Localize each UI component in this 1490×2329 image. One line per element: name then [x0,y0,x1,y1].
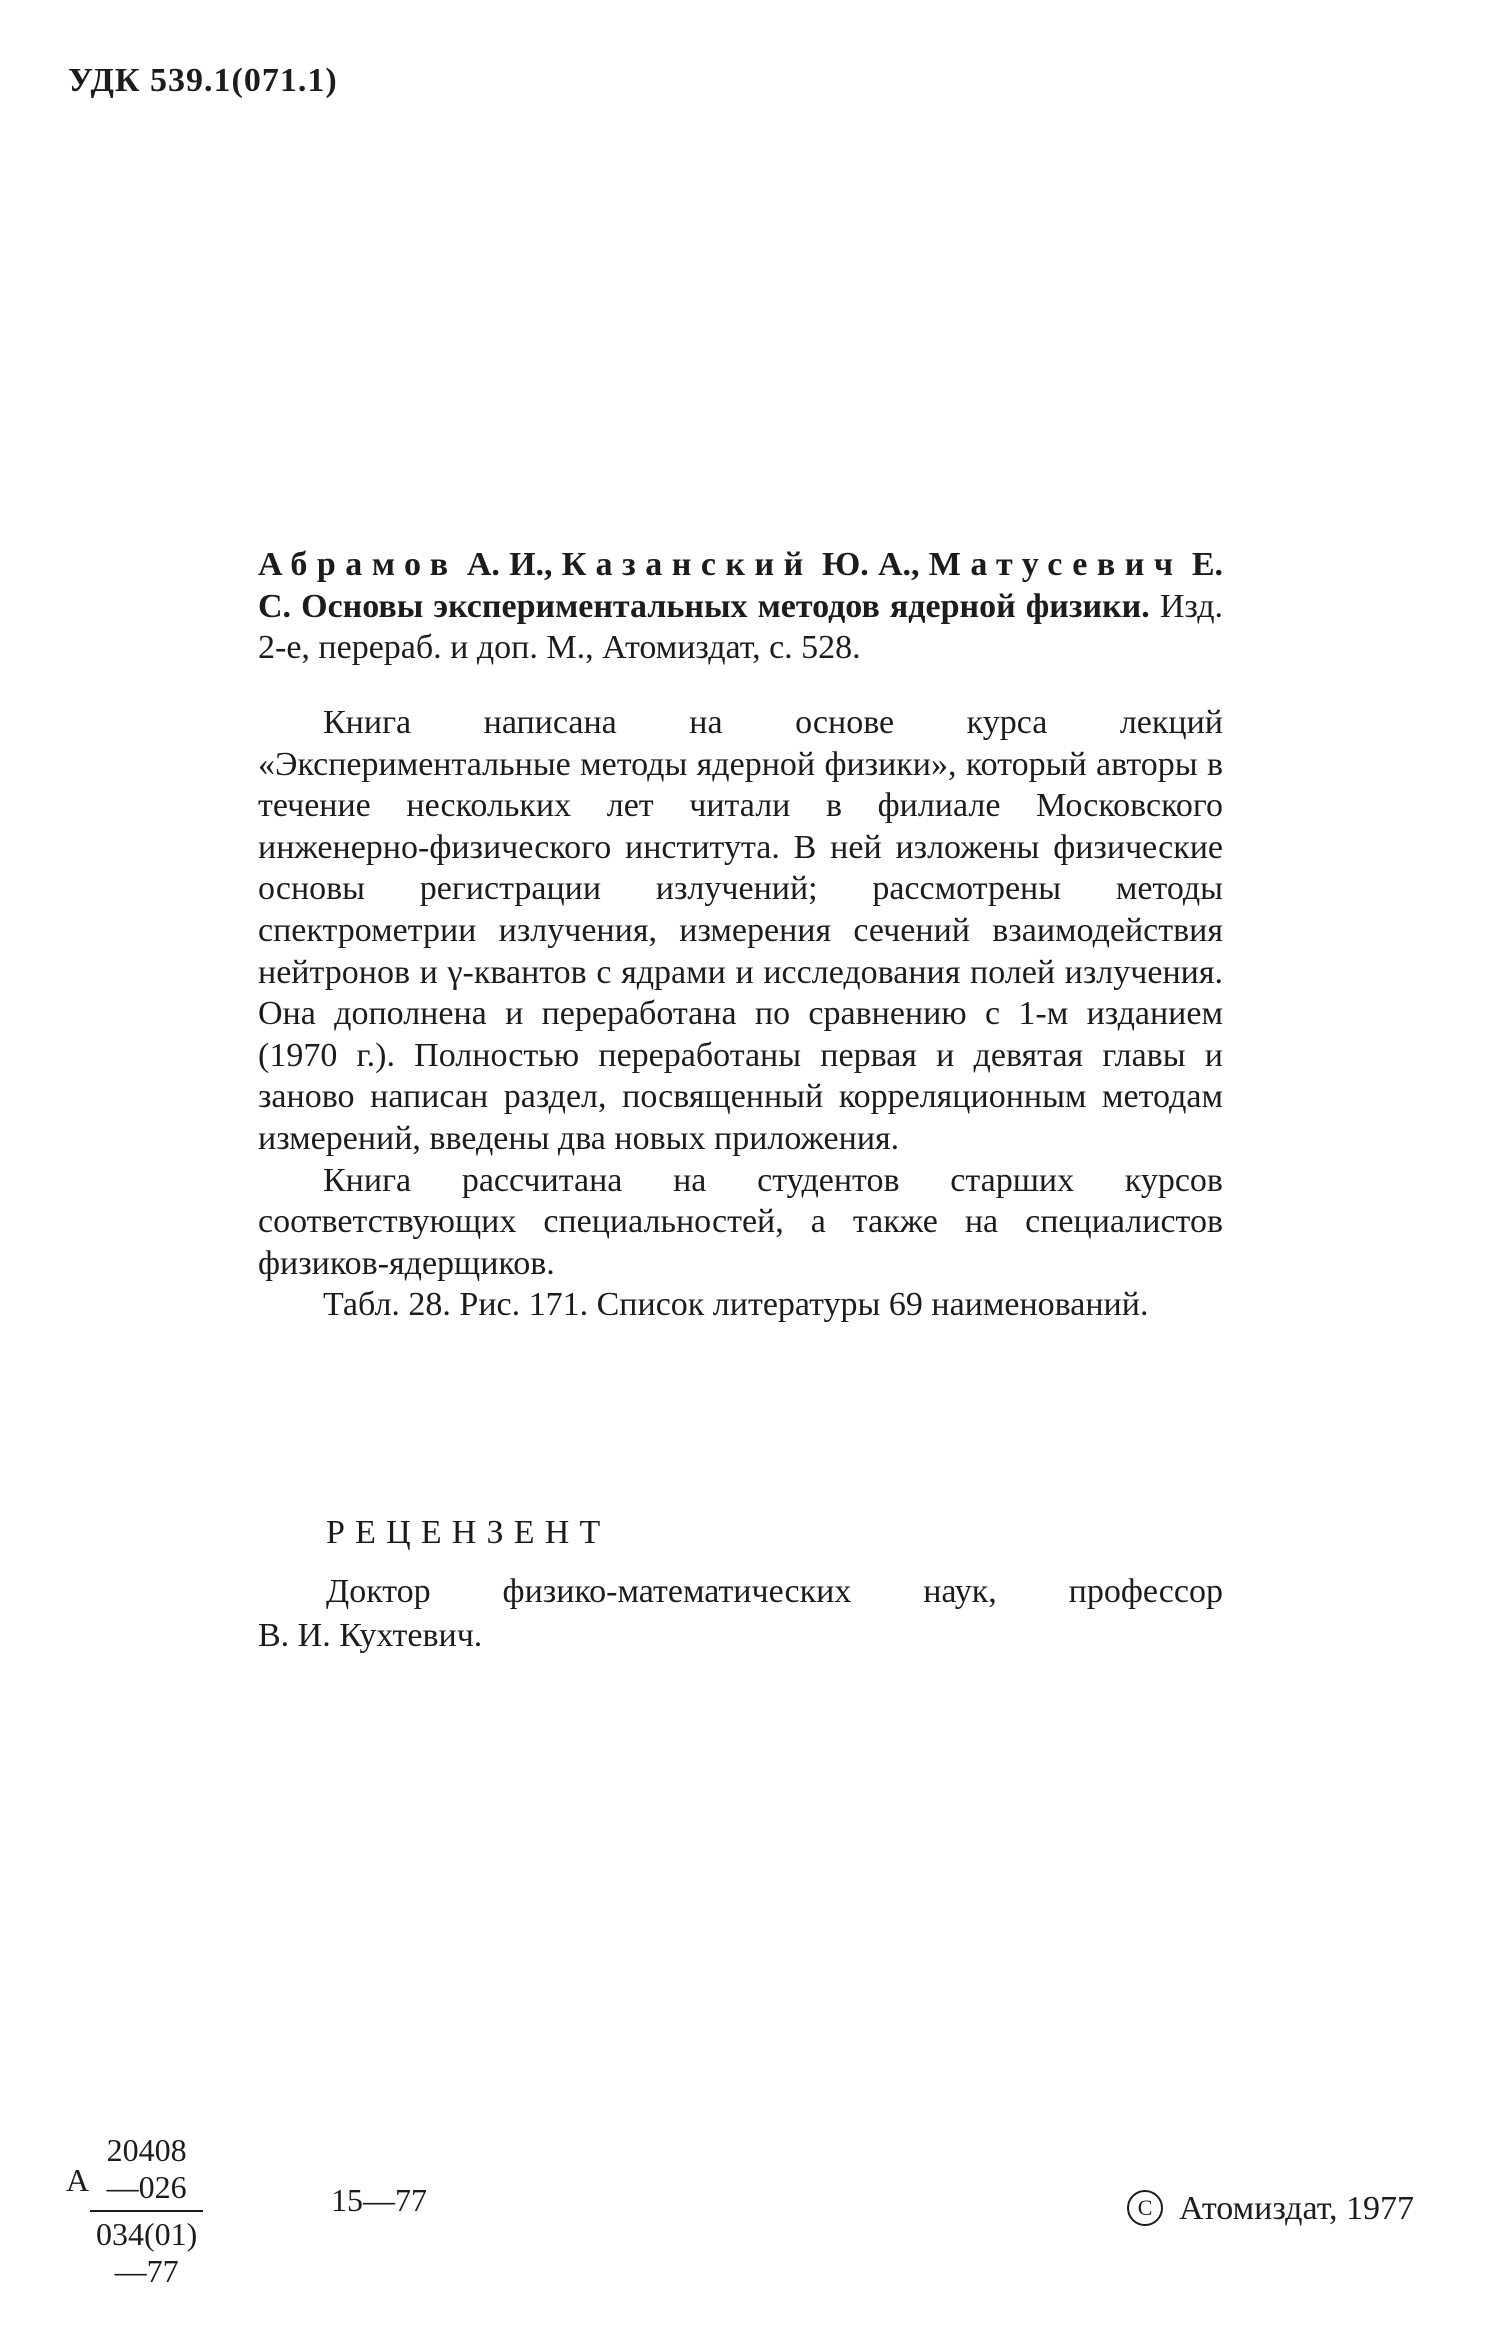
abstract-paragraph: Книга написана на основе курса лекций «Экспериментальные методы ядерной физики», который авторы в течение нескольких лет читали в филиале Московского инженерно-физического института. В ней изложены физические основы регистрации излучений; рассмотрены методы спектрометрии излучения, измерения сечений взаимодействия нейтронов и γ-квантов с ядрами и исследования полей излучения. Она дополнена и переработана по сравнению с 1-м изданием (1970 г.). Полностью переработаны первая и девятая главы и заново написан раздел, посвященный корреляционным методам измерений, введены два новых приложения. [258,704,1223,1157]
author-initials: Ю. А., [821,546,920,583]
reviewer-heading: РЕЦЕНЗЕНТ [326,1514,611,1551]
page-count: с. 528. [769,629,861,667]
copyright-notice [1127,2190,1414,2228]
abstract [258,702,1223,1326]
author-surname: Абрамов [258,546,458,583]
code-letter: А [66,2162,90,2198]
author-initials: Е. С. [258,546,1223,625]
abstract-paragraph: Книга рассчитана на студентов старших курсов соответствующих специальностей, а также на специалистов физиков-ядерщиков. [258,1161,1223,1282]
bibliographic-record [258,544,1223,669]
abstract-paragraph: Табл. 28. Рис. 171. Список литературы 69 наименований. [323,1286,1149,1324]
bibliographic-entry [258,544,1223,669]
code-fraction [90,2132,203,2290]
reviewer-title: Доктор физико-математических наук, профессор [326,1573,1223,1610]
code-denominator: 034(01)—77 [90,2210,203,2290]
author-surname: Матусевич [928,546,1183,583]
code-suffix: 15—77 [331,2182,427,2218]
copyright-icon: C [1127,2190,1163,2226]
code-numerator: 20408—026 [106,2132,187,2205]
reviewer-name: В. И. Кухтевич. [258,1617,483,1654]
author-initials: А. И., [466,546,553,583]
edition-info: Изд. 2-е, перераб. и доп. М., Атомиздат, [258,587,1223,667]
reviewer-block [258,1570,1223,1658]
author-surname: Казанский [561,546,813,583]
copyright-text: Атомиздат, 1977 [1179,2190,1414,2227]
book-title: Основы экспериментальных методов ядерной физики. [301,587,1150,625]
udk-code: УДК 539.1(071.1) [68,62,338,99]
